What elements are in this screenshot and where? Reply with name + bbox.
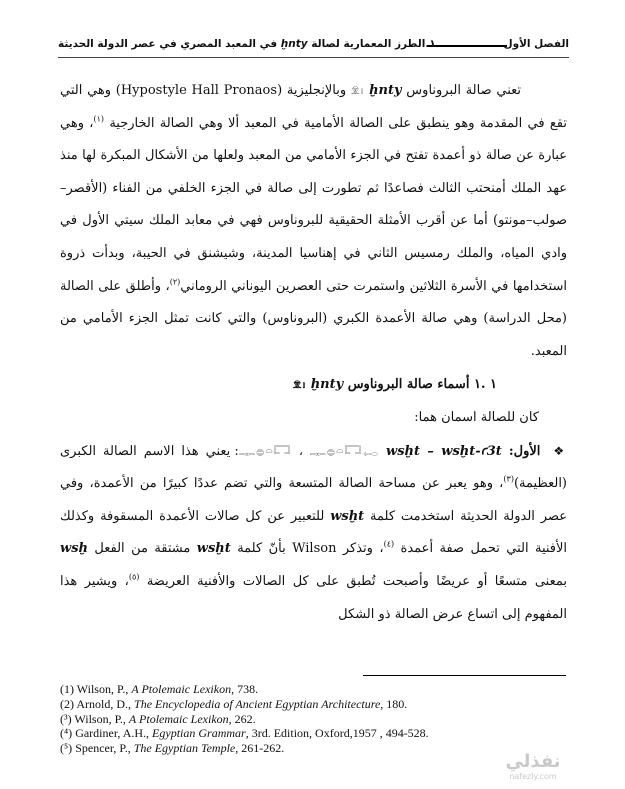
header-divider <box>58 57 569 58</box>
body-text <box>60 74 567 631</box>
footnote-separator <box>363 675 566 676</box>
diamond-bullet-icon: ❖ <box>553 443 568 458</box>
transliteration: ḫnty <box>310 377 344 393</box>
running-header <box>58 36 569 56</box>
footnote-2: (2) Arnold, D., The Encyclopedia of Ancient Egyptian Architecture, 180. <box>60 696 408 711</box>
footnote-ref[interactable]: (٤) <box>383 539 395 549</box>
footnote-ref[interactable]: (١) <box>93 114 105 124</box>
footnote-ref[interactable]: (٥) <box>128 572 140 582</box>
footnote-4: (⁴) Gardiner, A.H., Egyptian Grammar, 3rd. Edition, Oxford,1957 , 494-528. <box>60 726 429 741</box>
footnote-ref[interactable]: (٣) <box>503 474 514 484</box>
transliteration: wsḫt – wsḫt-ꜥ3t <box>386 443 502 459</box>
footnote-ref[interactable]: (٢) <box>169 277 181 287</box>
footnote-3: (³) Wilson, P., A Ptolemaic Lexikon, 262. <box>60 711 256 726</box>
section-heading: ١ .١ أسماء صالة البروناوس 𓁷𓏤 ḫnty <box>292 377 497 393</box>
footnote-5: (⁵) Spencer, P., The Egyptian Temple, 261-262. <box>60 741 285 756</box>
footnote-1: (1) Wilson, P., A Ptolemaic Lexikon, 738. <box>60 682 259 696</box>
hieroglyph-group: 𓁷𓏤 <box>292 377 307 392</box>
paragraph-first-name: ❖ الأول: 𓊃𓐍𓏏𓉐 ، 𓊃𓐍𓏏𓉐𓉻 wsḫt – wsḫt-ꜥ3t: يعني هذا الاسم الصالة الكبرى (العظيمة)$^{(٣)}$، وهو يعبر عن مساحة الصالة المتسعة والتي تضم عددًا كبيرًا من الأعمدة، وفي عصر الدولة الحديثة استخدمت كلمة wsḫt للتعبير عن كل صالات الأعمدة المسقوفة وكذلك الأفنية التي تحمل صفة أعمدة $^{(٤)}$، وتذكر Wilson بأنّ كلمة wsḫt مشتقة من الفعل wsḫ بمعنى متسعًا أو عريضًا وأصبحت تُطبق على كل الصالات والأفنية العريضة $^{(٥)}$، ويشير هذا المفهوم إلى اتساع عرض الصالة ذو الشكل <box>60 443 568 622</box>
watermark-logo: نفذلي nafezly.com <box>505 751 561 781</box>
hieroglyph-group: 𓊃𓐍𓏏𓉐 ، 𓊃𓐍𓏏𓉐𓉻 <box>238 443 379 458</box>
paragraph-definition: تعني صالة البروناوس 𓁷𓏤 ḫnty وبالإنجليزية (Hypostyle Hall Pronaos) وهي التي تقع في المقدمة وهو ينطبق على الصالة الأمامية في المعبد ألا وهي الصالة الخارجية $^{(١)}$، وهي عبارة عن صالة ذو أعمدة تفتح في الجزء الأمامي من المعبد ولعلها من الأشكال المبكرة لها منذ عهد الملك أمنحتب الثالث فصاعدًا ثم تطورت إلى صالة في الجزء الخلفي من الفناء (الأقصر– صولب–مونتو) أما عن أقرب الأمثلة الحقيقية للبروناوس فهي في معابد الملك سيتي الأول في وادي المياه، والملك رمسيس الثاني في إهناسيا المدينة، وشيشنق في الحيبة، وبدأت ذروة استخدامها في الأسرة الثلاثين واستمرت حتى العصرين اليوناني الروماني$^{(٢)}$، وأطلق على الصالة (محل الدراسة) وهي صالة الأعمدة الكبري (البروناوس) والتي كانت تمثل الجزء الأمامي من المعبد. <box>60 83 568 359</box>
running-title: ١.الطرز المعمارية لصالة ḫnty في المعبد المصري في عصر الدولة الحديثة <box>58 38 436 50</box>
footnotes <box>60 682 580 756</box>
intro-line: كان للصالة اسمان هما: <box>414 409 539 425</box>
hieroglyph-group: 𓁷𓏤 <box>350 83 365 97</box>
item-label: الأول: <box>508 443 541 459</box>
header-rule <box>427 45 507 47</box>
transliteration: ḫnty <box>369 83 402 98</box>
chapter-label: الفصل الأول <box>503 38 569 50</box>
